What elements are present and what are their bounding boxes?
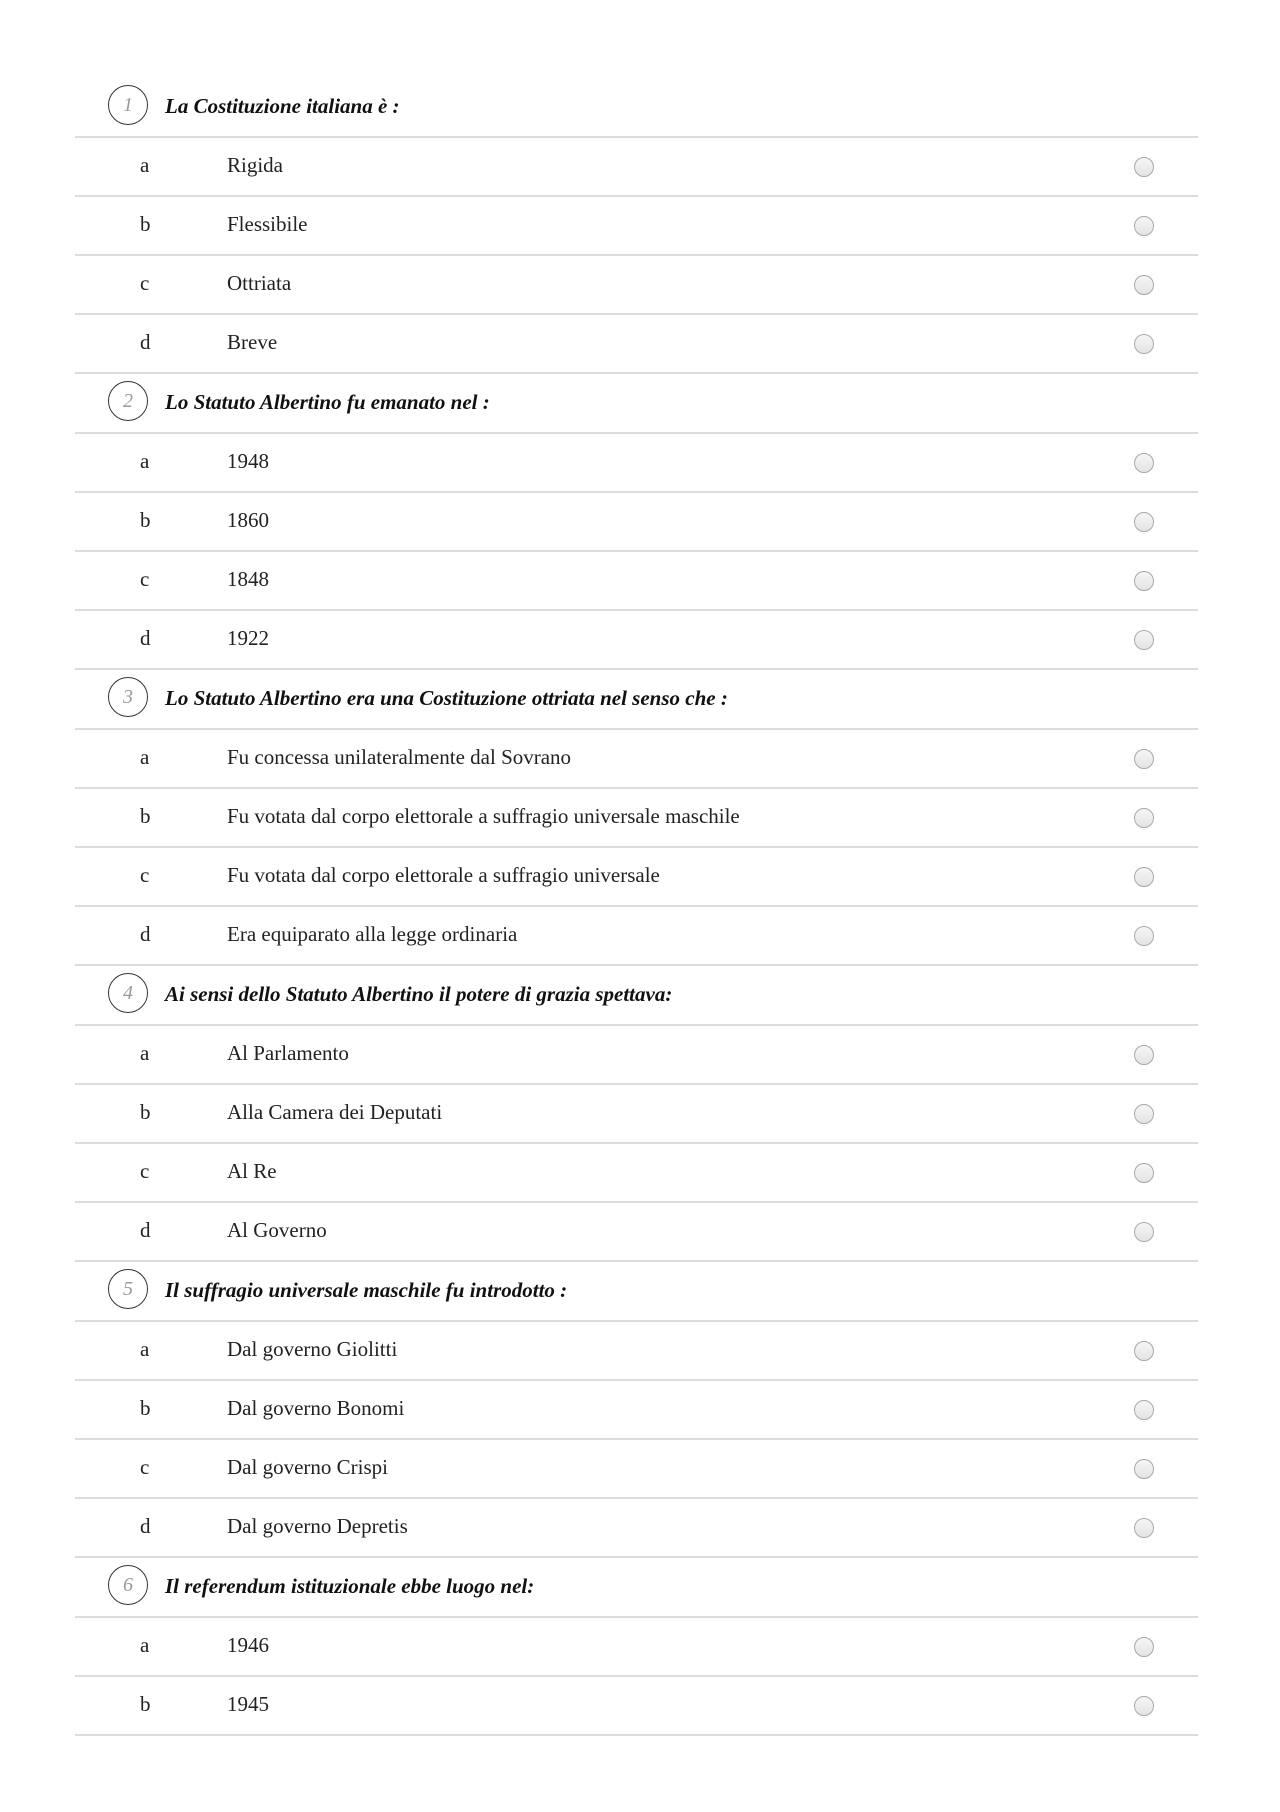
answer-option-row[interactable] <box>75 1322 1198 1381</box>
option-radio-button[interactable] <box>1134 1045 1154 1065</box>
answer-option-row[interactable] <box>75 611 1198 670</box>
option-letter: b <box>140 212 151 236</box>
option-radio-button[interactable] <box>1134 1341 1154 1361</box>
question-header <box>75 1262 1198 1322</box>
question-number-badge: 6 <box>108 1565 148 1605</box>
option-radio-button[interactable] <box>1134 453 1154 473</box>
option-letter: d <box>140 1218 151 1242</box>
answer-option-row[interactable] <box>75 256 1198 315</box>
option-radio-button[interactable] <box>1134 1459 1154 1479</box>
option-radio-button[interactable] <box>1134 216 1154 236</box>
answer-option-row[interactable] <box>75 907 1198 966</box>
option-letter: b <box>140 1396 151 1420</box>
option-letter: c <box>140 863 150 887</box>
question-number-badge: 3 <box>108 677 148 717</box>
answer-option-row[interactable] <box>75 315 1198 374</box>
option-radio-button[interactable] <box>1134 926 1154 946</box>
option-text: Flessibile <box>227 212 308 236</box>
option-text: Era equiparato alla legge ordinaria <box>227 922 518 946</box>
question-text: Il referendum istituzionale ebbe luogo nel: <box>165 1574 535 1598</box>
option-text: Fu votata dal corpo elettorale a suffragio universale <box>227 863 660 887</box>
option-text: 1948 <box>227 449 269 473</box>
option-text: 1946 <box>227 1633 269 1657</box>
option-radio-button[interactable] <box>1134 1222 1154 1242</box>
answer-option-row[interactable] <box>75 1144 1198 1203</box>
answer-option-row[interactable] <box>75 789 1198 848</box>
option-letter: b <box>140 1100 151 1124</box>
option-radio-button[interactable] <box>1134 867 1154 887</box>
answer-option-row[interactable] <box>75 138 1198 197</box>
answer-option-row[interactable] <box>75 434 1198 493</box>
option-radio-button[interactable] <box>1134 334 1154 354</box>
option-letter: b <box>140 508 151 532</box>
option-letter: b <box>140 804 151 828</box>
answer-option-row[interactable] <box>75 848 1198 907</box>
option-radio-button[interactable] <box>1134 275 1154 295</box>
option-radio-button[interactable] <box>1134 808 1154 828</box>
option-radio-button[interactable] <box>1134 512 1154 532</box>
option-text: 1922 <box>227 626 269 650</box>
question-number-badge: 2 <box>108 381 148 421</box>
question-number-badge: 4 <box>108 973 148 1013</box>
option-letter: d <box>140 1514 151 1538</box>
option-text: 1860 <box>227 508 269 532</box>
answer-option-row[interactable] <box>75 493 1198 552</box>
option-text: 1848 <box>227 567 269 591</box>
answer-option-row[interactable] <box>75 1203 1198 1262</box>
option-text: Alla Camera dei Deputati <box>227 1100 443 1124</box>
option-text: Dal governo Bonomi <box>227 1396 405 1420</box>
answer-option-row[interactable] <box>75 1677 1198 1736</box>
option-text: Breve <box>227 330 278 354</box>
answer-option-row[interactable] <box>75 1085 1198 1144</box>
option-letter: c <box>140 271 150 295</box>
quiz-list <box>75 78 1198 1736</box>
question-header <box>75 374 1198 434</box>
option-radio-button[interactable] <box>1134 1104 1154 1124</box>
question-number-badge: 5 <box>108 1269 148 1309</box>
option-letter: a <box>140 1041 150 1065</box>
option-letter: c <box>140 567 150 591</box>
option-text: Al Parlamento <box>227 1041 349 1065</box>
question-text: Ai sensi dello Statuto Albertino il potere di grazia spettava: <box>165 982 673 1006</box>
option-radio-button[interactable] <box>1134 1400 1154 1420</box>
option-text: Al Re <box>227 1159 277 1183</box>
option-letter: d <box>140 922 151 946</box>
answer-option-row[interactable] <box>75 552 1198 611</box>
answer-option-row[interactable] <box>75 1499 1198 1558</box>
answer-option-row[interactable] <box>75 1381 1198 1440</box>
option-letter: a <box>140 745 150 769</box>
question-header <box>75 670 1198 730</box>
question-header <box>75 78 1198 138</box>
answer-option-row[interactable] <box>75 1440 1198 1499</box>
question-header <box>75 1558 1198 1618</box>
question-text: Il suffragio universale maschile fu introdotto : <box>165 1278 568 1302</box>
option-letter: c <box>140 1455 150 1479</box>
option-letter: d <box>140 626 151 650</box>
option-letter: a <box>140 153 150 177</box>
option-letter: d <box>140 330 151 354</box>
question-text: Lo Statuto Albertino era una Costituzione ottriata nel senso che : <box>165 686 728 710</box>
option-letter: a <box>140 1337 150 1361</box>
option-text: Fu votata dal corpo elettorale a suffragio universale maschile <box>227 804 740 828</box>
option-text: Dal governo Depretis <box>227 1514 408 1538</box>
answer-option-row[interactable] <box>75 197 1198 256</box>
option-text: Al Governo <box>227 1218 327 1242</box>
answer-option-row[interactable] <box>75 730 1198 789</box>
option-letter: c <box>140 1159 150 1183</box>
option-radio-button[interactable] <box>1134 157 1154 177</box>
question-header <box>75 966 1198 1026</box>
question-text: Lo Statuto Albertino fu emanato nel : <box>165 390 490 414</box>
option-letter: a <box>140 449 150 473</box>
option-radio-button[interactable] <box>1134 630 1154 650</box>
option-text: Ottriata <box>227 271 292 295</box>
option-text: Rigida <box>227 153 283 177</box>
answer-option-row[interactable] <box>75 1618 1198 1677</box>
option-radio-button[interactable] <box>1134 571 1154 591</box>
option-text: Dal governo Giolitti <box>227 1337 398 1361</box>
option-radio-button[interactable] <box>1134 1518 1154 1538</box>
option-letter: a <box>140 1633 150 1657</box>
option-radio-button[interactable] <box>1134 1163 1154 1183</box>
option-text: 1945 <box>227 1692 269 1716</box>
option-radio-button[interactable] <box>1134 1696 1154 1716</box>
option-text: Fu concessa unilateralmente dal Sovrano <box>227 745 572 769</box>
question-text: La Costituzione italiana è : <box>165 94 400 118</box>
option-letter: b <box>140 1692 151 1716</box>
option-radio-button[interactable] <box>1134 1637 1154 1657</box>
answer-option-row[interactable] <box>75 1026 1198 1085</box>
option-text: Dal governo Crispi <box>227 1455 388 1479</box>
question-number-badge: 1 <box>108 85 148 125</box>
option-radio-button[interactable] <box>1134 749 1154 769</box>
